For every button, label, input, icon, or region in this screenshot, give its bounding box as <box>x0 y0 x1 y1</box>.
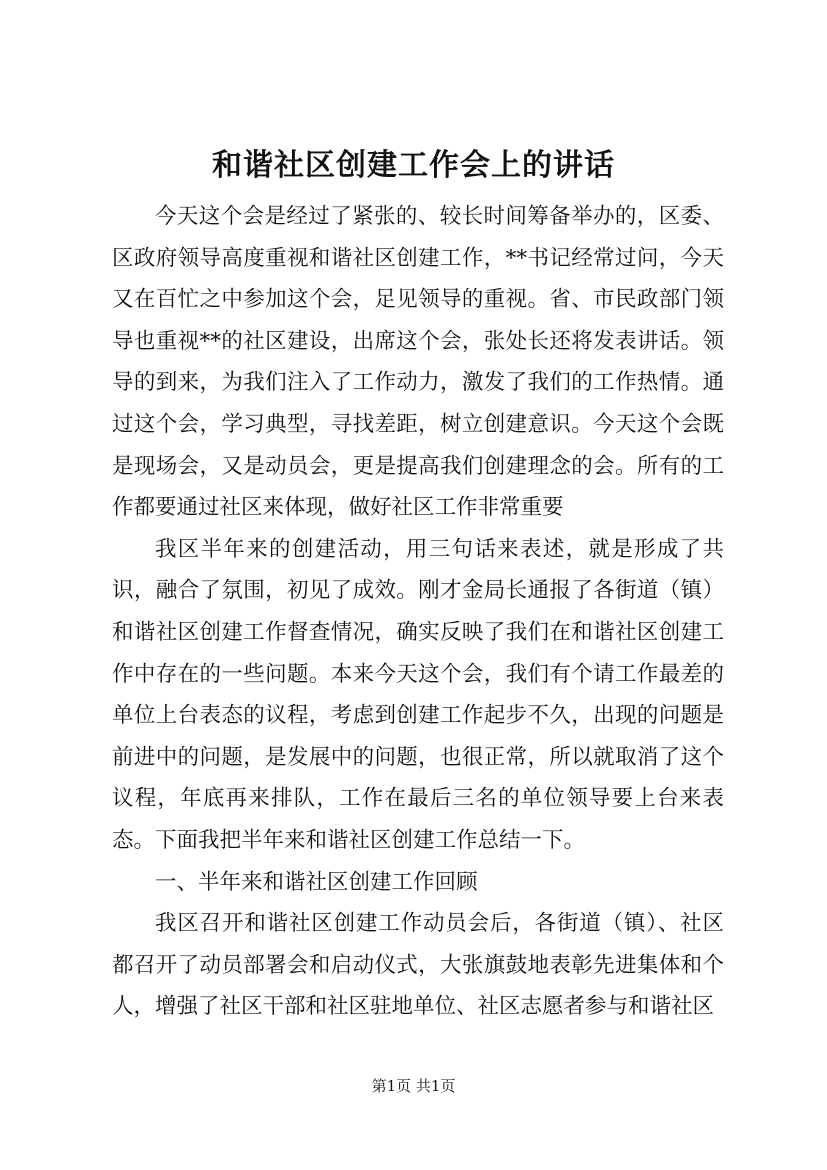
paragraph-half-year-summary: 我区半年来的创建活动，用三句话来表述，就是形成了共识，融合了氛围，初见了成效。刚才金局长通报了各街道（镇）和谐社区创建工作督查情况，确实反映了我们在和谐社区创建工作中存在的一些问题。本来今天这个会，我们有个请工作最差的单位上台表态的议程，考虑到创建工作起步不久，出现的问题是前进中的问题，是发展中的问题，也很正常，所以就取消了这个议程，年底再来排队，工作在最后三名的单位领导要上台来表态。下面我把半年来和谐社区创建工作总结一下。 <box>112 536 724 853</box>
document-body <box>112 196 724 1028</box>
paragraph-mobilization: 我区召开和谐社区创建工作动员会后，各街道（镇）、社区都召开了动员部署会和启动仪式，大张旗鼓地表彰先进集体和个人，增强了社区干部和社区驻地单位、社区志愿者参与和谐社区 <box>112 911 724 1020</box>
paragraph-opening: 今天这个会是经过了紧张的、较长时间筹备举办的，区委、区政府领导高度重视和谐社区创建工作，**书记经常过问，今天又在百忙之中参加这个会，足见领导的重视。省、市民政部门领导也重视**的社区建设，出席这个会，张处长还将发表讲话。领导的到来，为我们注入了工作动力，激发了我们的工作热情。通过这个会，学习典型，寻找差距，树立创建意识。今天这个会既是现场会，又是动员会，更是提高我们创建理念的会。所有的工作都要通过社区来体现，做好社区工作非常重要 <box>112 204 724 521</box>
document-title: 和谐社区创建工作会上的讲话 <box>212 148 615 183</box>
page-footer: 第1页 共1页 <box>371 1077 456 1095</box>
section-heading: 一、半年来和谐社区创建工作回顾 <box>155 869 478 895</box>
